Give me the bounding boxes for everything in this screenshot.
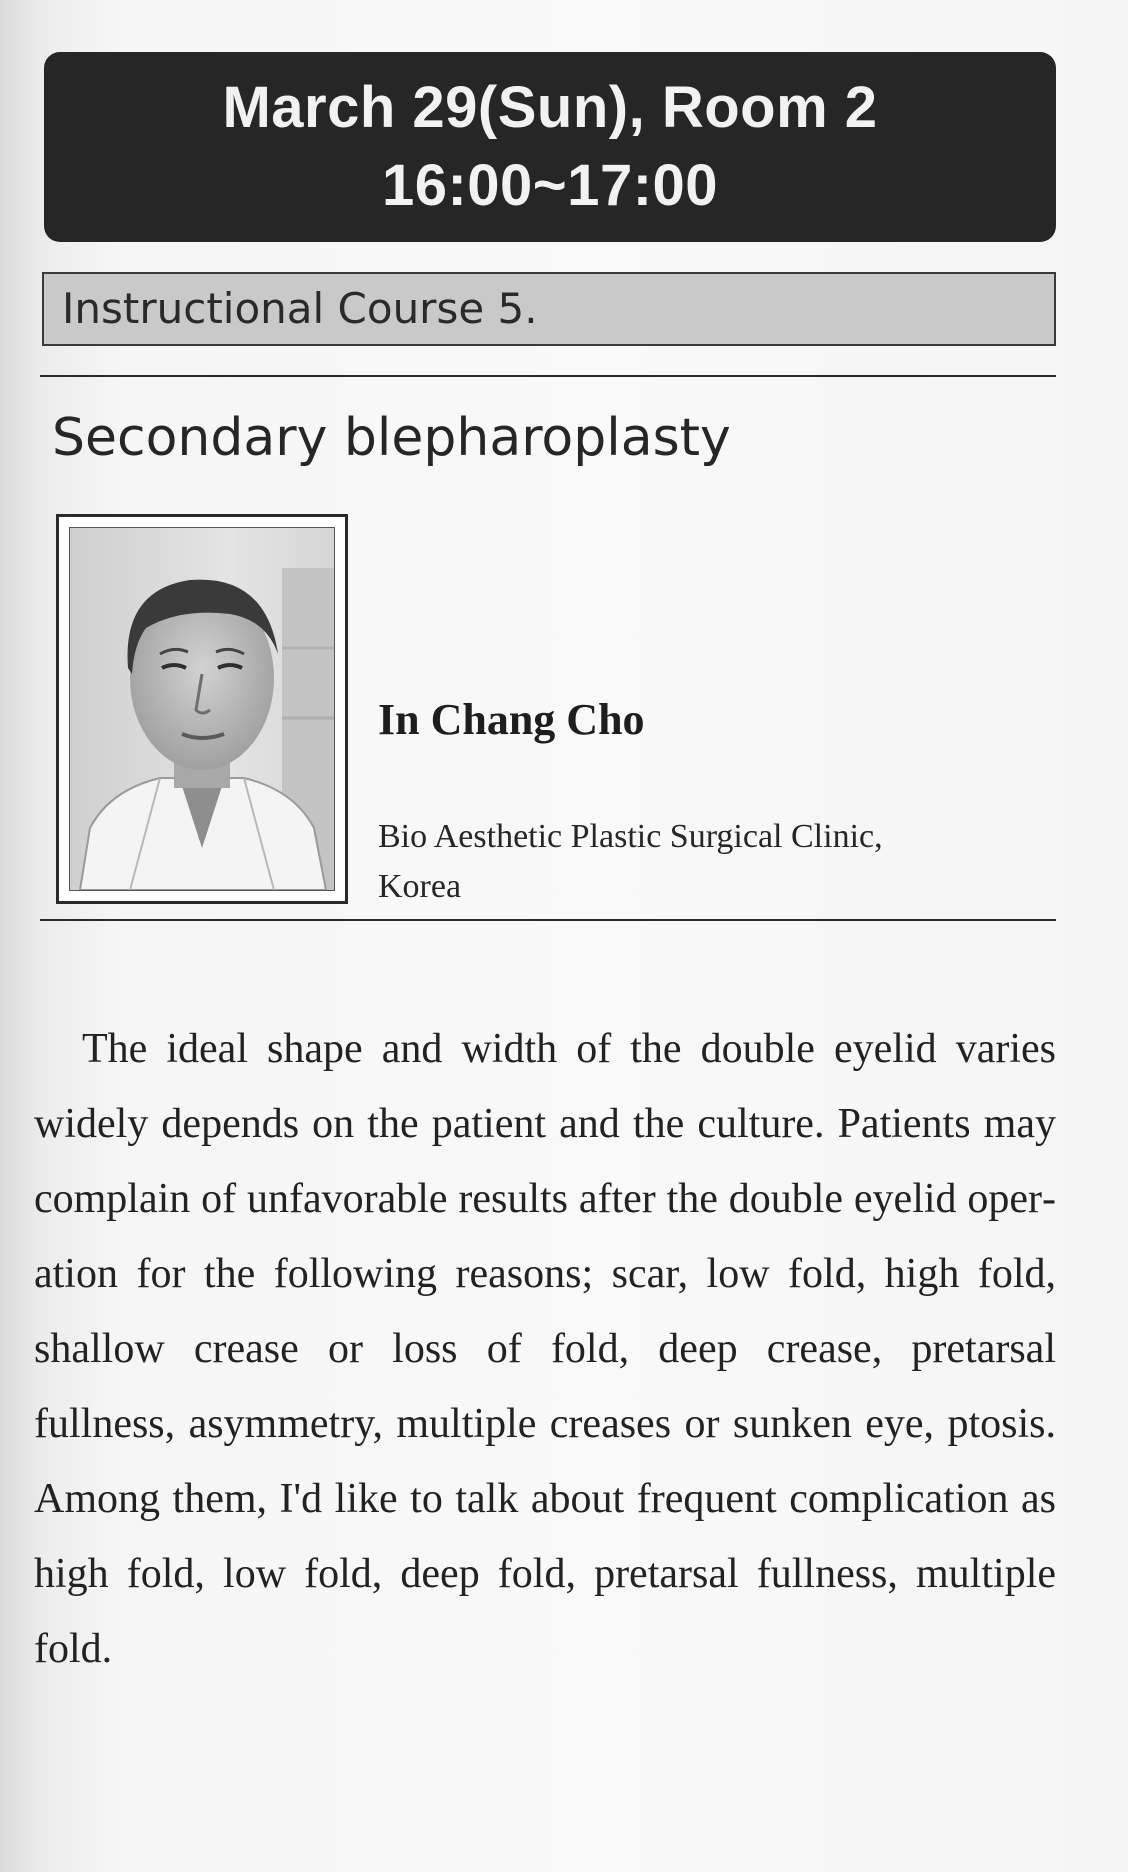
speaker-affiliation bbox=[378, 812, 1038, 912]
top-divider bbox=[40, 375, 1056, 377]
session-date-room: March 29(Sun), Room 2 bbox=[222, 75, 878, 140]
affiliation-country: Korea bbox=[378, 868, 462, 905]
speaker-portrait-photo bbox=[69, 527, 335, 891]
bottom-divider bbox=[40, 919, 1056, 921]
course-label: Instructional Course 5. bbox=[62, 284, 538, 333]
speaker-photo bbox=[56, 514, 348, 904]
abstract-paragraph: The ideal shape and width of the double eyelid varies widely depends on the patient and the culture. Patients may complain of unfavorable results after the double eyelid operation for the following reasons; scar, low fold, high fold, shallow crease or loss of fold, deep crease, pretarsal fullness, asymmetry, multiple creases or sunken eye, ptosis. Among them, I'd like to talk about frequent complication as high fold, low fold, deep fold, pretarsal fullness, multiple fold. bbox=[34, 1026, 1056, 1672]
session-header bbox=[44, 52, 1056, 242]
talk-title: Secondary blepharoplasty bbox=[52, 408, 731, 468]
affiliation-line: Bio Aesthetic Plastic Surgical Clinic, bbox=[378, 818, 883, 855]
session-time: 16:00~17:00 bbox=[381, 153, 719, 218]
course-label-bar bbox=[42, 272, 1056, 346]
speaker-name: In Chang Cho bbox=[378, 695, 645, 744]
